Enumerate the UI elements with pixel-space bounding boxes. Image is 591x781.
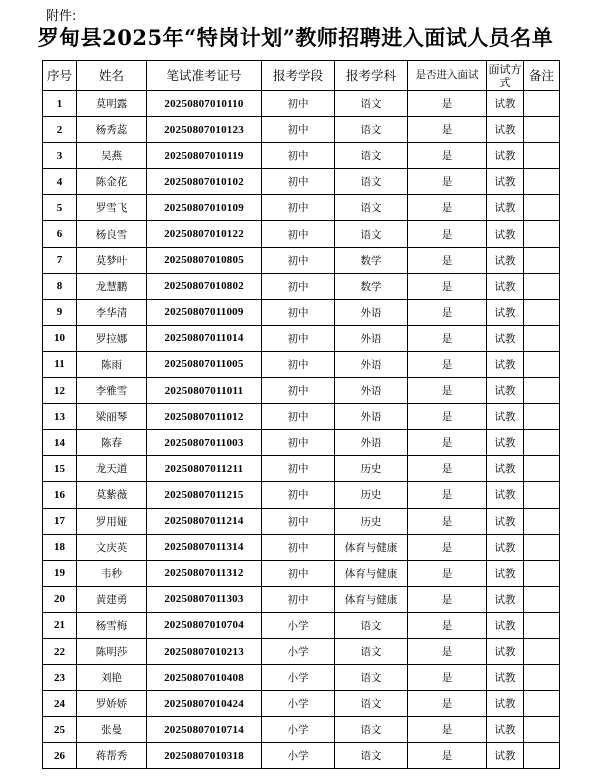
row-seq: 14 <box>43 430 77 456</box>
row-ticket-number: 20250807011012 <box>147 404 262 430</box>
row-remark <box>524 404 560 430</box>
row-remark <box>524 299 560 325</box>
row-enter-interview: 是 <box>408 351 487 377</box>
row-ticket-number: 20250807010318 <box>147 743 262 769</box>
row-stage: 初中 <box>262 430 335 456</box>
row-ticket-number: 20250807011014 <box>147 325 262 351</box>
row-interview-mode: 试教 <box>487 91 524 117</box>
header-interview-mode: 面试方式 <box>488 62 522 89</box>
row-interview-mode: 试教 <box>487 299 524 325</box>
row-interview-mode: 试教 <box>487 560 524 586</box>
row-seq: 15 <box>43 456 77 482</box>
row-stage: 小学 <box>262 612 335 638</box>
row-seq: 3 <box>43 143 77 169</box>
row-ticket-number: 20250807010123 <box>147 117 262 143</box>
table-row <box>43 351 560 377</box>
row-interview-mode: 试教 <box>487 482 524 508</box>
row-ticket-number: 20250807010805 <box>147 247 262 273</box>
row-name: 文庆英 <box>77 534 147 560</box>
row-interview-mode: 试教 <box>487 665 524 691</box>
row-interview-mode: 试教 <box>487 117 524 143</box>
table-row <box>43 717 560 743</box>
row-subject: 历史 <box>335 456 408 482</box>
row-seq: 10 <box>43 325 77 351</box>
row-enter-interview: 是 <box>408 143 487 169</box>
row-name: 黄建勇 <box>77 586 147 612</box>
row-subject: 历史 <box>335 482 408 508</box>
row-stage: 初中 <box>262 586 335 612</box>
row-subject: 语文 <box>335 717 408 743</box>
row-remark <box>524 378 560 404</box>
row-name: 罗用娅 <box>77 508 147 534</box>
row-enter-interview: 是 <box>408 221 487 247</box>
row-seq: 24 <box>43 691 77 717</box>
row-enter-interview: 是 <box>408 117 487 143</box>
table-row <box>43 299 560 325</box>
table-header-row <box>43 61 560 91</box>
row-remark <box>524 169 560 195</box>
row-stage: 初中 <box>262 482 335 508</box>
row-stage: 初中 <box>262 221 335 247</box>
row-ticket-number: 20250807010122 <box>147 221 262 247</box>
row-ticket-number: 20250807010110 <box>147 91 262 117</box>
row-seq: 21 <box>43 612 77 638</box>
header-subject: 报考学科 <box>335 61 408 91</box>
row-ticket-number: 20250807010424 <box>147 691 262 717</box>
row-enter-interview: 是 <box>408 743 487 769</box>
row-enter-interview: 是 <box>408 691 487 717</box>
row-name: 莫紫薇 <box>77 482 147 508</box>
row-remark <box>524 586 560 612</box>
row-seq: 22 <box>43 638 77 664</box>
row-enter-interview: 是 <box>408 404 487 430</box>
row-remark <box>524 117 560 143</box>
row-name: 龙天道 <box>77 456 147 482</box>
table-body <box>43 91 560 769</box>
row-subject: 语文 <box>335 638 408 664</box>
row-stage: 小学 <box>262 691 335 717</box>
row-subject: 语文 <box>335 665 408 691</box>
row-interview-mode: 试教 <box>487 273 524 299</box>
row-interview-mode: 试教 <box>487 143 524 169</box>
row-subject: 数学 <box>335 247 408 273</box>
row-remark <box>524 638 560 664</box>
row-ticket-number: 20250807011312 <box>147 560 262 586</box>
table-row <box>43 273 560 299</box>
row-subject: 语文 <box>335 743 408 769</box>
row-interview-mode: 试教 <box>487 325 524 351</box>
row-subject: 语文 <box>335 691 408 717</box>
table-row <box>43 691 560 717</box>
row-remark <box>524 143 560 169</box>
row-subject: 外语 <box>335 351 408 377</box>
table-row <box>43 586 560 612</box>
table-row <box>43 743 560 769</box>
row-interview-mode: 试教 <box>487 404 524 430</box>
row-subject: 外语 <box>335 378 408 404</box>
row-name: 刘艳 <box>77 665 147 691</box>
table-row <box>43 560 560 586</box>
row-remark <box>524 325 560 351</box>
row-remark <box>524 743 560 769</box>
table-row <box>43 534 560 560</box>
row-seq: 9 <box>43 299 77 325</box>
row-enter-interview: 是 <box>408 299 487 325</box>
row-name: 杨雪梅 <box>77 612 147 638</box>
row-name: 罗雪飞 <box>77 195 147 221</box>
row-stage: 初中 <box>262 169 335 195</box>
row-ticket-number: 20250807010213 <box>147 638 262 664</box>
attachment-label: 附件: <box>46 9 77 24</box>
row-seq: 25 <box>43 717 77 743</box>
row-seq: 26 <box>43 743 77 769</box>
row-remark <box>524 351 560 377</box>
row-name: 陈雨 <box>77 351 147 377</box>
row-name: 陈明莎 <box>77 638 147 664</box>
row-stage: 小学 <box>262 717 335 743</box>
row-subject: 语文 <box>335 117 408 143</box>
table-row <box>43 404 560 430</box>
row-stage: 初中 <box>262 273 335 299</box>
row-stage: 初中 <box>262 195 335 221</box>
row-seq: 6 <box>43 221 77 247</box>
row-subject: 外语 <box>335 430 408 456</box>
row-name: 莫梦叶 <box>77 247 147 273</box>
row-name: 龙慧鹏 <box>77 273 147 299</box>
row-stage: 初中 <box>262 91 335 117</box>
row-enter-interview: 是 <box>408 586 487 612</box>
row-subject: 语文 <box>335 612 408 638</box>
row-interview-mode: 试教 <box>487 691 524 717</box>
row-ticket-number: 20250807011003 <box>147 430 262 456</box>
row-remark <box>524 612 560 638</box>
row-seq: 19 <box>43 560 77 586</box>
row-name: 张曼 <box>77 717 147 743</box>
row-subject: 外语 <box>335 299 408 325</box>
row-subject: 体育与健康 <box>335 534 408 560</box>
table-row <box>43 508 560 534</box>
row-remark <box>524 273 560 299</box>
row-subject: 语文 <box>335 91 408 117</box>
row-interview-mode: 试教 <box>487 378 524 404</box>
row-remark <box>524 482 560 508</box>
row-enter-interview: 是 <box>408 717 487 743</box>
header-ticket: 笔试准考证号 <box>147 61 262 91</box>
row-subject: 体育与健康 <box>335 586 408 612</box>
row-remark <box>524 717 560 743</box>
table-row <box>43 482 560 508</box>
row-subject: 历史 <box>335 508 408 534</box>
row-stage: 小学 <box>262 638 335 664</box>
row-ticket-number: 20250807011303 <box>147 586 262 612</box>
row-enter-interview: 是 <box>408 273 487 299</box>
row-enter-interview: 是 <box>408 560 487 586</box>
row-name: 李雅雪 <box>77 378 147 404</box>
row-name: 韦秒 <box>77 560 147 586</box>
header-name: 姓名 <box>77 61 147 91</box>
row-remark <box>524 508 560 534</box>
row-interview-mode: 试教 <box>487 508 524 534</box>
row-remark <box>524 91 560 117</box>
row-seq: 1 <box>43 91 77 117</box>
row-enter-interview: 是 <box>408 378 487 404</box>
table-row <box>43 117 560 143</box>
row-ticket-number: 20250807011011 <box>147 378 262 404</box>
row-seq: 11 <box>43 351 77 377</box>
row-stage: 初中 <box>262 143 335 169</box>
row-subject: 体育与健康 <box>335 560 408 586</box>
table-row <box>43 221 560 247</box>
row-ticket-number: 20250807010119 <box>147 143 262 169</box>
row-ticket-number: 20250807011009 <box>147 299 262 325</box>
row-seq: 12 <box>43 378 77 404</box>
row-ticket-number: 20250807010109 <box>147 195 262 221</box>
row-remark <box>524 247 560 273</box>
row-enter-interview: 是 <box>408 195 487 221</box>
row-stage: 初中 <box>262 247 335 273</box>
row-stage: 初中 <box>262 508 335 534</box>
row-subject: 语文 <box>335 169 408 195</box>
row-subject: 外语 <box>335 404 408 430</box>
table-row <box>43 169 560 195</box>
row-ticket-number: 20250807011211 <box>147 456 262 482</box>
row-seq: 18 <box>43 534 77 560</box>
row-subject: 语文 <box>335 143 408 169</box>
row-interview-mode: 试教 <box>487 247 524 273</box>
table-row <box>43 612 560 638</box>
table-row <box>43 430 560 456</box>
row-remark <box>524 221 560 247</box>
row-ticket-number: 20250807010802 <box>147 273 262 299</box>
row-name: 吴燕 <box>77 143 147 169</box>
row-stage: 初中 <box>262 456 335 482</box>
row-interview-mode: 试教 <box>487 456 524 482</box>
row-seq: 2 <box>43 117 77 143</box>
table-row <box>43 91 560 117</box>
row-name: 罗拉娜 <box>77 325 147 351</box>
row-remark <box>524 456 560 482</box>
row-subject: 数学 <box>335 273 408 299</box>
row-stage: 初中 <box>262 117 335 143</box>
row-ticket-number: 20250807011214 <box>147 508 262 534</box>
row-interview-mode: 试教 <box>487 430 524 456</box>
row-seq: 23 <box>43 665 77 691</box>
row-name: 蒋帮秀 <box>77 743 147 769</box>
interview-list-table <box>42 60 560 769</box>
row-enter-interview: 是 <box>408 247 487 273</box>
row-seq: 7 <box>43 247 77 273</box>
row-enter-interview: 是 <box>408 612 487 638</box>
row-enter-interview: 是 <box>408 638 487 664</box>
row-interview-mode: 试教 <box>487 586 524 612</box>
row-stage: 初中 <box>262 534 335 560</box>
row-interview-mode: 试教 <box>487 351 524 377</box>
header-stage: 报考学段 <box>262 61 335 91</box>
row-stage: 初中 <box>262 560 335 586</box>
row-remark <box>524 560 560 586</box>
row-enter-interview: 是 <box>408 508 487 534</box>
row-interview-mode: 试教 <box>487 612 524 638</box>
row-remark <box>524 195 560 221</box>
row-interview-mode: 试教 <box>487 534 524 560</box>
row-ticket-number: 20250807010408 <box>147 665 262 691</box>
row-enter-interview: 是 <box>408 325 487 351</box>
row-stage: 小学 <box>262 743 335 769</box>
row-name: 杨秀蕊 <box>77 117 147 143</box>
row-remark <box>524 534 560 560</box>
page-title: 罗甸县2025年“特岗计划”教师招聘进入面试人员名单 <box>37 25 554 50</box>
row-remark <box>524 691 560 717</box>
table-row <box>43 247 560 273</box>
row-ticket-number: 20250807011005 <box>147 351 262 377</box>
row-name: 莫明露 <box>77 91 147 117</box>
row-seq: 20 <box>43 586 77 612</box>
row-ticket-number: 20250807011215 <box>147 482 262 508</box>
row-stage: 小学 <box>262 665 335 691</box>
row-subject: 语文 <box>335 221 408 247</box>
row-enter-interview: 是 <box>408 91 487 117</box>
row-ticket-number: 20250807010102 <box>147 169 262 195</box>
row-stage: 初中 <box>262 299 335 325</box>
header-enter-interview: 是否进入面试 <box>408 61 487 91</box>
row-enter-interview: 是 <box>408 430 487 456</box>
row-seq: 13 <box>43 404 77 430</box>
row-enter-interview: 是 <box>408 169 487 195</box>
table-row <box>43 456 560 482</box>
row-subject: 外语 <box>335 325 408 351</box>
row-seq: 17 <box>43 508 77 534</box>
row-name: 陈金花 <box>77 169 147 195</box>
row-interview-mode: 试教 <box>487 717 524 743</box>
row-ticket-number: 20250807010704 <box>147 612 262 638</box>
row-interview-mode: 试教 <box>487 743 524 769</box>
row-name: 陈春 <box>77 430 147 456</box>
table-row <box>43 638 560 664</box>
table-row <box>43 195 560 221</box>
row-name: 梁丽琴 <box>77 404 147 430</box>
row-subject: 语文 <box>335 195 408 221</box>
row-enter-interview: 是 <box>408 665 487 691</box>
table-row <box>43 665 560 691</box>
row-interview-mode: 试教 <box>487 221 524 247</box>
row-interview-mode: 试教 <box>487 638 524 664</box>
row-ticket-number: 20250807010714 <box>147 717 262 743</box>
row-enter-interview: 是 <box>408 482 487 508</box>
row-ticket-number: 20250807011314 <box>147 534 262 560</box>
row-enter-interview: 是 <box>408 456 487 482</box>
row-name: 李华清 <box>77 299 147 325</box>
row-name: 罗娇娇 <box>77 691 147 717</box>
row-seq: 8 <box>43 273 77 299</box>
header-remark: 备注 <box>524 61 560 91</box>
row-seq: 5 <box>43 195 77 221</box>
row-stage: 初中 <box>262 325 335 351</box>
row-interview-mode: 试教 <box>487 169 524 195</box>
row-interview-mode: 试教 <box>487 195 524 221</box>
table-row <box>43 378 560 404</box>
row-stage: 初中 <box>262 404 335 430</box>
row-name: 杨良雪 <box>77 221 147 247</box>
row-seq: 16 <box>43 482 77 508</box>
header-seq: 序号 <box>43 61 77 91</box>
table-row <box>43 143 560 169</box>
row-enter-interview: 是 <box>408 534 487 560</box>
row-seq: 4 <box>43 169 77 195</box>
row-stage: 初中 <box>262 378 335 404</box>
row-stage: 初中 <box>262 351 335 377</box>
row-remark <box>524 430 560 456</box>
row-remark <box>524 665 560 691</box>
table-row <box>43 325 560 351</box>
